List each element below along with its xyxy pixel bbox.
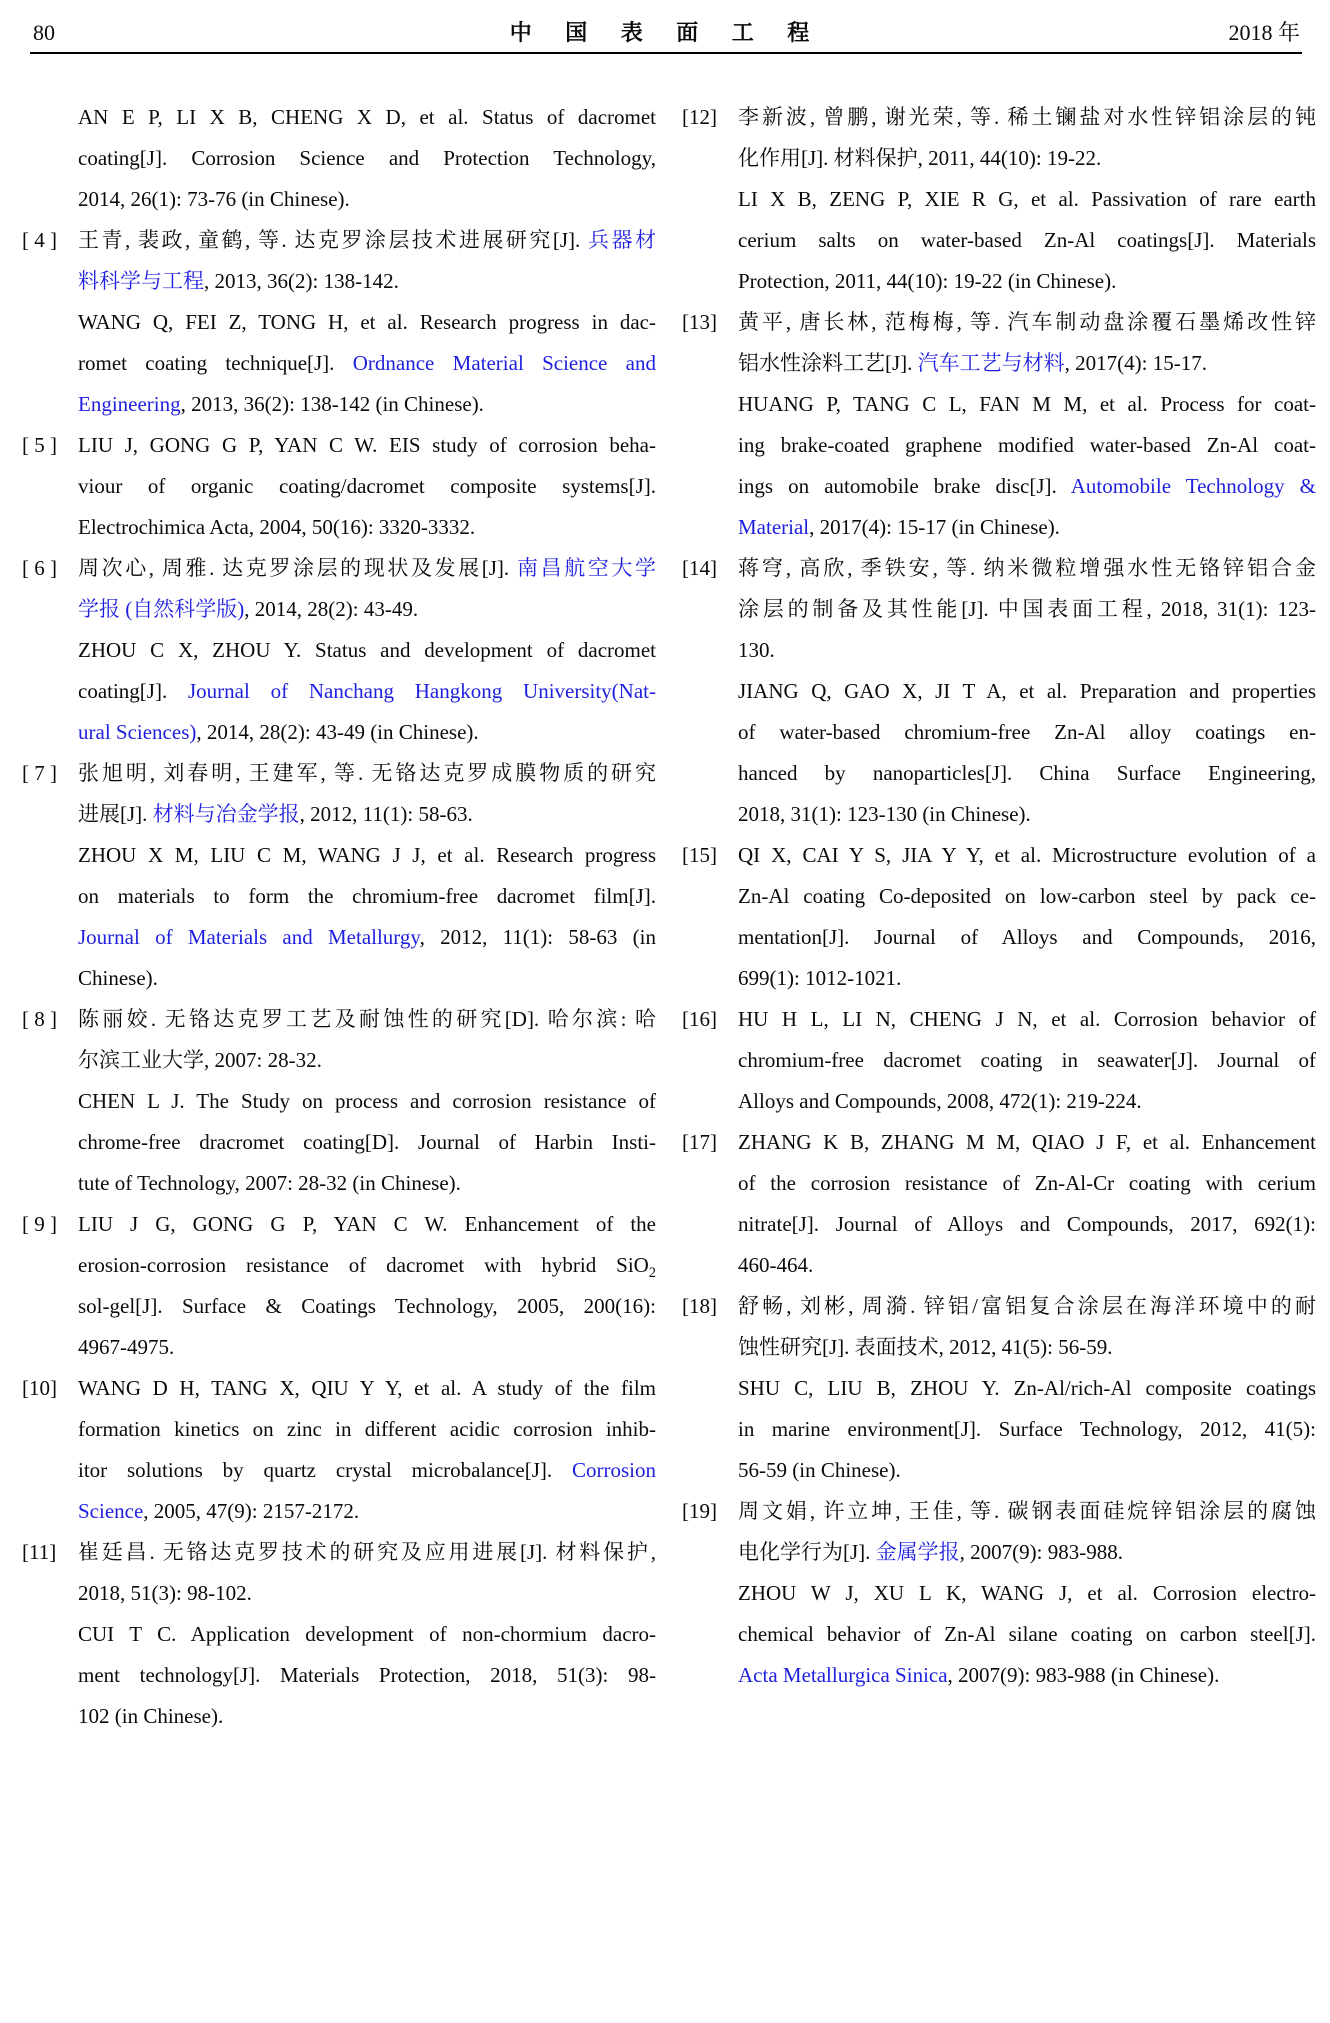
reference-line [78, 630, 656, 671]
reference-text: ZHOU X M, LIU C M, WANG J J, et al. Research progress [78, 843, 656, 867]
reference-paragraph [78, 302, 656, 425]
reference-text: 130. [738, 638, 775, 662]
reference-text: AN E P, LI X B, CHENG X D, et al. Status of dacromet [78, 105, 656, 129]
reference-line [738, 1614, 1316, 1655]
reference-line [738, 1040, 1316, 1081]
journal-link[interactable]: Journal of Materials and Metallurgy [78, 925, 420, 949]
reference-line [738, 548, 1316, 589]
reference-line [738, 917, 1316, 958]
reference-text: , 2014, 28(2): 43-49 (in Chinese). [196, 720, 479, 744]
reference-text: 2014, 26(1): 73-76 (in Chinese). [78, 187, 350, 211]
journal-link[interactable]: 兵器材 [588, 228, 656, 252]
reference-paragraph [738, 548, 1316, 671]
reference-paragraph [738, 1491, 1316, 1573]
reference-line [78, 1409, 656, 1450]
reference-text: sol-gel[J]. Surface & Coatings Technology, 2005, 200(16): [78, 1294, 656, 1318]
reference-line [738, 1450, 1316, 1491]
reference-line [78, 384, 656, 425]
reference-text: ings on automobile brake disc[J]. [738, 474, 1071, 498]
journal-title: 中 国 表 面 工 程 [509, 20, 824, 45]
reference-item [22, 753, 656, 999]
reference-text: ment technology[J]. Materials Protection, 2018, 51(3): 98- [78, 1663, 656, 1687]
reference-text: , 2005, 47(9): 2157-2172. [143, 1499, 360, 1523]
journal-link[interactable]: Corrosion [572, 1458, 656, 1482]
reference-text: tute of Technology, 2007: 28-32 (in Chinese). [78, 1171, 461, 1195]
reference-line [78, 1122, 656, 1163]
reference-line [738, 999, 1316, 1040]
reference-text: 铝水性涂料工艺[J]. [738, 351, 918, 375]
reference-line [78, 1614, 656, 1655]
reference-line [738, 1204, 1316, 1245]
reference-number: [ 9 ] [22, 1212, 57, 1236]
reference-text: 460-464. [738, 1253, 814, 1277]
reference-line [738, 1327, 1316, 1368]
reference-line [738, 1368, 1316, 1409]
reference-text: WANG D H, TANG X, QIU Y Y, et al. A study of the film [78, 1376, 656, 1400]
header-year: 2018 年 [1228, 20, 1300, 45]
reference-line [78, 548, 656, 589]
reference-line [78, 1163, 656, 1204]
reference-text: in marine environment[J]. Surface Technology, 2012, 41(5): [738, 1417, 1316, 1441]
reference-text: 蒋穹, 高欣, 季铁安, 等. 纳米微粒增强水性无铬锌铝合金 [738, 556, 1316, 580]
reference-number: [ 6 ] [22, 556, 57, 580]
reference-paragraph [738, 179, 1316, 302]
reference-number: [18] [682, 1294, 717, 1318]
reference-line [738, 1163, 1316, 1204]
reference-item [22, 999, 656, 1204]
reference-line [78, 1204, 656, 1245]
reference-line [738, 1245, 1316, 1286]
reference-text: coating[J]. Corrosion Science and Protection Technology, [78, 146, 656, 170]
reference-line [78, 876, 656, 917]
reference-text: of water-based chromium-free Zn-Al alloy coatings en- [738, 720, 1316, 744]
reference-text: 蚀性研究[J]. 表面技术, 2012, 41(5): 56-59. [738, 1335, 1113, 1359]
reference-text: , 2012, 11(1): 58-63. [299, 802, 473, 826]
reference-line [738, 876, 1316, 917]
journal-link[interactable]: Acta Metallurgica Sinica [738, 1663, 948, 1687]
reference-line [738, 507, 1316, 548]
reference-paragraph [78, 220, 656, 302]
reference-paragraph [738, 302, 1316, 384]
reference-line [78, 917, 656, 958]
reference-text: QI X, CAI Y S, JIA Y Y, et al. Microstructure evolution of a [738, 843, 1316, 867]
journal-link[interactable]: Engineering [78, 392, 181, 416]
reference-number: [16] [682, 1007, 717, 1031]
reference-line [78, 1040, 656, 1081]
reference-line [738, 835, 1316, 876]
reference-paragraph [78, 630, 656, 753]
reference-line [738, 1655, 1316, 1696]
journal-link[interactable]: Science [78, 1499, 144, 1523]
reference-paragraph [78, 1368, 656, 1532]
reference-line [738, 958, 1316, 999]
reference-text: romet coating technique[J]. [78, 351, 353, 375]
reference-paragraph [78, 425, 656, 548]
reference-paragraph [78, 548, 656, 630]
reference-text: chemical behavior of Zn-Al silane coating on carbon steel[J]. [738, 1622, 1316, 1646]
reference-text: chromium-free dacromet coating in seawater[J]. Journal of [738, 1048, 1316, 1072]
reference-line [78, 466, 656, 507]
references-column-right [682, 97, 1316, 1737]
reference-line [78, 1286, 656, 1327]
reference-line [78, 302, 656, 343]
reference-line [78, 958, 656, 999]
reference-item [682, 302, 1316, 548]
journal-link[interactable]: 学报 (自然科学版) [78, 597, 245, 621]
reference-text: WANG Q, FEI Z, TONG H, et al. Research progress in dac- [78, 310, 656, 334]
reference-item [22, 1204, 656, 1368]
reference-number: [13] [682, 310, 717, 334]
reference-text: Zn-Al coating Co-deposited on low-carbon steel by pack ce- [738, 884, 1316, 908]
reference-line [738, 630, 1316, 671]
reference-line [78, 1573, 656, 1614]
reference-text: itor solutions by quartz crystal microbalance[J]. [78, 1458, 572, 1482]
reference-text: SHU C, LIU B, ZHOU Y. Zn-Al/rich-Al composite coatings [738, 1376, 1316, 1400]
reference-text: 黄平, 唐长林, 范梅梅, 等. 汽车制动盘涂覆石墨烯改性锌 [738, 310, 1316, 334]
reference-paragraph [738, 999, 1316, 1122]
reference-text: nitrate[J]. Journal of Alloys and Compounds, 2017, 692(1): [738, 1212, 1316, 1236]
reference-line [78, 671, 656, 712]
journal-link[interactable]: 料科学与工程 [78, 269, 204, 293]
reference-line [738, 1532, 1316, 1573]
reference-line [738, 1491, 1316, 1532]
journal-link[interactable]: ural Sciences) [78, 720, 197, 744]
reference-number: [ 8 ] [22, 1007, 57, 1031]
reference-text: mentation[J]. Journal of Alloys and Compounds, 2016, [738, 925, 1316, 949]
page-header [33, 16, 1300, 47]
reference-item [682, 999, 1316, 1122]
reference-text: HUANG P, TANG C L, FAN M M, et al. Process for coat- [738, 392, 1316, 416]
reference-paragraph [738, 835, 1316, 999]
reference-text: 电化学行为[J]. [738, 1540, 876, 1564]
header-divider [30, 52, 1302, 54]
reference-text: on materials to form the chromium-free dacromet film[J]. [78, 884, 656, 908]
reference-text: Chinese). [78, 966, 158, 990]
reference-line [738, 1122, 1316, 1163]
reference-text: , 2014, 28(2): 43-49. [244, 597, 419, 621]
reference-text: 化作用[J]. 材料保护, 2011, 44(10): 19-22. [738, 146, 1102, 170]
reference-text: chrome-free dracromet coating[D]. Journal of Harbin Insti- [78, 1130, 656, 1154]
reference-line [738, 1409, 1316, 1450]
reference-line [78, 425, 656, 466]
reference-paragraph [738, 97, 1316, 179]
reference-line [78, 179, 656, 220]
reference-item [22, 1368, 656, 1532]
reference-line [78, 794, 656, 835]
reference-line [78, 1532, 656, 1573]
reference-paragraph [738, 1368, 1316, 1491]
reference-line [738, 220, 1316, 261]
reference-text: 102 (in Chinese). [78, 1704, 224, 1728]
reference-line [78, 1696, 656, 1737]
reference-item [682, 835, 1316, 999]
page-number: 80 [33, 20, 55, 45]
reference-paragraph [738, 671, 1316, 835]
reference-text: LIU J, GONG G P, YAN C W. EIS study of corrosion beha- [78, 433, 656, 457]
journal-link[interactable]: 汽车工艺与材料 [917, 351, 1065, 375]
reference-text: Alloys and Compounds, 2008, 472(1): 219-224. [738, 1089, 1142, 1113]
reference-text: , 2013, 36(2): 138-142 (in Chinese). [180, 392, 484, 416]
reference-line [738, 589, 1316, 630]
reference-text: cerium salts on water-based Zn-Al coatings[J]. Materials [738, 228, 1316, 252]
reference-text: 周次心, 周雅. 达克罗涂层的现状及发展[J]. [78, 556, 518, 580]
reference-text: LI X B, ZENG P, XIE R G, et al. Passivation of rare earth [738, 187, 1316, 211]
reference-text: erosion-corrosion resistance of dacromet with hybrid SiO [78, 1253, 649, 1277]
reference-text: 舒畅, 刘彬, 周漪. 锌铝/富铝复合涂层在海洋环境中的耐 [738, 1294, 1316, 1318]
reference-text: 周文娟, 许立坤, 王佳, 等. 碳钢表面硅烷锌铝涂层的腐蚀 [738, 1499, 1316, 1523]
reference-text: , 2017(4): 15-17 (in Chinese). [809, 515, 1060, 539]
reference-text: 2018, 51(3): 98-102. [78, 1581, 252, 1605]
reference-line [78, 507, 656, 548]
reference-text: ZHANG K B, ZHANG M M, QIAO J F, et al. Enhancement [738, 1130, 1316, 1154]
reference-text: , 2012, 11(1): 58-63 (in [419, 925, 656, 949]
journal-link[interactable]: Ordnance Material Science and [352, 351, 656, 375]
journal-link[interactable]: Material [738, 515, 810, 539]
reference-line [738, 794, 1316, 835]
reference-paragraph [78, 1204, 656, 1368]
reference-text: JIANG Q, GAO X, JI T A, et al. Preparation and properties [738, 679, 1316, 703]
reference-paragraph [78, 1081, 656, 1204]
reference-item [22, 97, 656, 220]
reference-item [22, 425, 656, 548]
reference-line [738, 712, 1316, 753]
reference-item [682, 1491, 1316, 1696]
reference-paragraph [78, 1532, 656, 1614]
journal-link[interactable]: 金属学报 [875, 1540, 960, 1564]
reference-item [682, 1286, 1316, 1491]
reference-text: 王青, 裴政, 童鹤, 等. 达克罗涂层技术进展研究[J]. [78, 228, 588, 252]
reference-number: [12] [682, 105, 717, 129]
reference-text: viour of organic coating/dacromet composite systems[J]. [78, 474, 656, 498]
reference-text: 56-59 (in Chinese). [738, 1458, 901, 1482]
reference-line [738, 1081, 1316, 1122]
reference-text: of the corrosion resistance of Zn-Al-Cr coating with cerium [738, 1171, 1316, 1195]
reference-line [78, 1368, 656, 1409]
reference-paragraph [78, 753, 656, 835]
reference-text: 进展[J]. [78, 802, 153, 826]
reference-text: CUI T C. Application development of non-chormium dacro- [78, 1622, 656, 1646]
references-section [22, 97, 1316, 1737]
reference-text: 李新波, 曾鹏, 谢光荣, 等. 稀土镧盐对水性锌铝涂层的钝 [738, 105, 1316, 129]
reference-text: LIU J G, GONG G P, YAN C W. Enhancement of the [78, 1212, 656, 1236]
reference-text: hanced by nanoparticles[J]. China Surface Engineering, [738, 761, 1316, 785]
reference-line [78, 261, 656, 302]
reference-text: ing brake-coated graphene modified water-based Zn-Al coat- [738, 433, 1316, 457]
reference-number: [ 5 ] [22, 433, 57, 457]
reference-number: [ 4 ] [22, 228, 57, 252]
reference-line [738, 97, 1316, 138]
reference-item [22, 220, 656, 425]
reference-item [682, 1122, 1316, 1286]
reference-text: , 2007(9): 983-988 (in Chinese). [947, 1663, 1220, 1687]
reference-paragraph [738, 1573, 1316, 1696]
reference-text: Protection, 2011, 44(10): 19-22 (in Chinese). [738, 269, 1117, 293]
reference-line [78, 1245, 656, 1286]
reference-number: [11] [22, 1540, 57, 1564]
reference-line [78, 1491, 656, 1532]
reference-line [738, 753, 1316, 794]
reference-paragraph [78, 97, 656, 220]
reference-text: CHEN L J. The Study on process and corrosion resistance of [78, 1089, 656, 1113]
reference-line [738, 261, 1316, 302]
reference-line [738, 671, 1316, 712]
reference-item [682, 97, 1316, 302]
reference-paragraph [78, 999, 656, 1081]
reference-line [78, 1450, 656, 1491]
reference-number: [17] [682, 1130, 717, 1154]
reference-line [78, 999, 656, 1040]
reference-number: [19] [682, 1499, 717, 1523]
reference-line [78, 138, 656, 179]
reference-text: , 2013, 36(2): 138-142. [204, 269, 399, 293]
reference-item [22, 548, 656, 753]
reference-line [738, 343, 1316, 384]
reference-line [738, 425, 1316, 466]
reference-number: [10] [22, 1376, 57, 1400]
reference-line [78, 1655, 656, 1696]
reference-line [78, 589, 656, 630]
reference-paragraph [78, 835, 656, 999]
reference-line [78, 835, 656, 876]
reference-line [738, 302, 1316, 343]
reference-item [22, 1532, 656, 1737]
reference-text: ZHOU W J, XU L K, WANG J, et al. Corrosion electro- [738, 1581, 1316, 1605]
reference-text: 崔廷昌. 无铬达克罗技术的研究及应用进展[J]. 材料保护, [78, 1540, 656, 1564]
reference-line [738, 138, 1316, 179]
reference-line [738, 1286, 1316, 1327]
reference-line [78, 97, 656, 138]
reference-text: HU H L, LI N, CHENG J N, et al. Corrosion behavior of [738, 1007, 1316, 1031]
reference-text: , 2007(9): 983-988. [959, 1540, 1123, 1564]
references-column-left [22, 97, 656, 1737]
reference-line [78, 753, 656, 794]
journal-link[interactable]: 南昌航空大学 [517, 556, 656, 580]
reference-line [78, 1081, 656, 1122]
reference-number: [ 7 ] [22, 761, 57, 785]
reference-paragraph [78, 1614, 656, 1737]
reference-text: 2 [648, 1265, 656, 1282]
reference-line [738, 466, 1316, 507]
journal-link[interactable]: Automobile Technology & [1070, 474, 1316, 498]
reference-text: 涂层的制备及其性能[J]. 中国表面工程, 2018, 31(1): 123- [738, 597, 1316, 621]
reference-line [738, 179, 1316, 220]
reference-line [78, 343, 656, 384]
reference-line [78, 220, 656, 261]
reference-text: , 2017(4): 15-17. [1064, 351, 1207, 375]
reference-text: Electrochimica Acta, 2004, 50(16): 3320-3332. [78, 515, 476, 539]
reference-text: 张旭明, 刘春明, 王建军, 等. 无铬达克罗成膜物质的研究 [78, 761, 656, 785]
reference-text: coating[J]. [78, 679, 188, 703]
journal-link[interactable]: 材料与冶金学报 [152, 802, 300, 826]
reference-line [738, 384, 1316, 425]
reference-line [78, 712, 656, 753]
reference-text: 4967-4975. [78, 1335, 175, 1359]
reference-text: 陈丽姣. 无铬达克罗工艺及耐蚀性的研究[D]. 哈尔滨: 哈 [78, 1007, 656, 1031]
reference-text: 699(1): 1012-1021. [738, 966, 902, 990]
reference-paragraph [738, 1286, 1316, 1368]
reference-text: 尔滨工业大学, 2007: 28-32. [78, 1048, 322, 1072]
reference-text: 2018, 31(1): 123-130 (in Chinese). [738, 802, 1031, 826]
reference-text: ZHOU C X, ZHOU Y. Status and development of dacromet [78, 638, 656, 662]
reference-item [682, 548, 1316, 835]
journal-link[interactable]: Journal of Nanchang Hangkong University(Nat- [188, 679, 656, 703]
reference-paragraph [738, 384, 1316, 548]
reference-number: [14] [682, 556, 717, 580]
reference-paragraph [738, 1122, 1316, 1286]
reference-text: formation kinetics on zinc in different acidic corrosion inhib- [78, 1417, 656, 1441]
reference-line [738, 1573, 1316, 1614]
reference-line [78, 1327, 656, 1368]
reference-number: [15] [682, 843, 717, 867]
